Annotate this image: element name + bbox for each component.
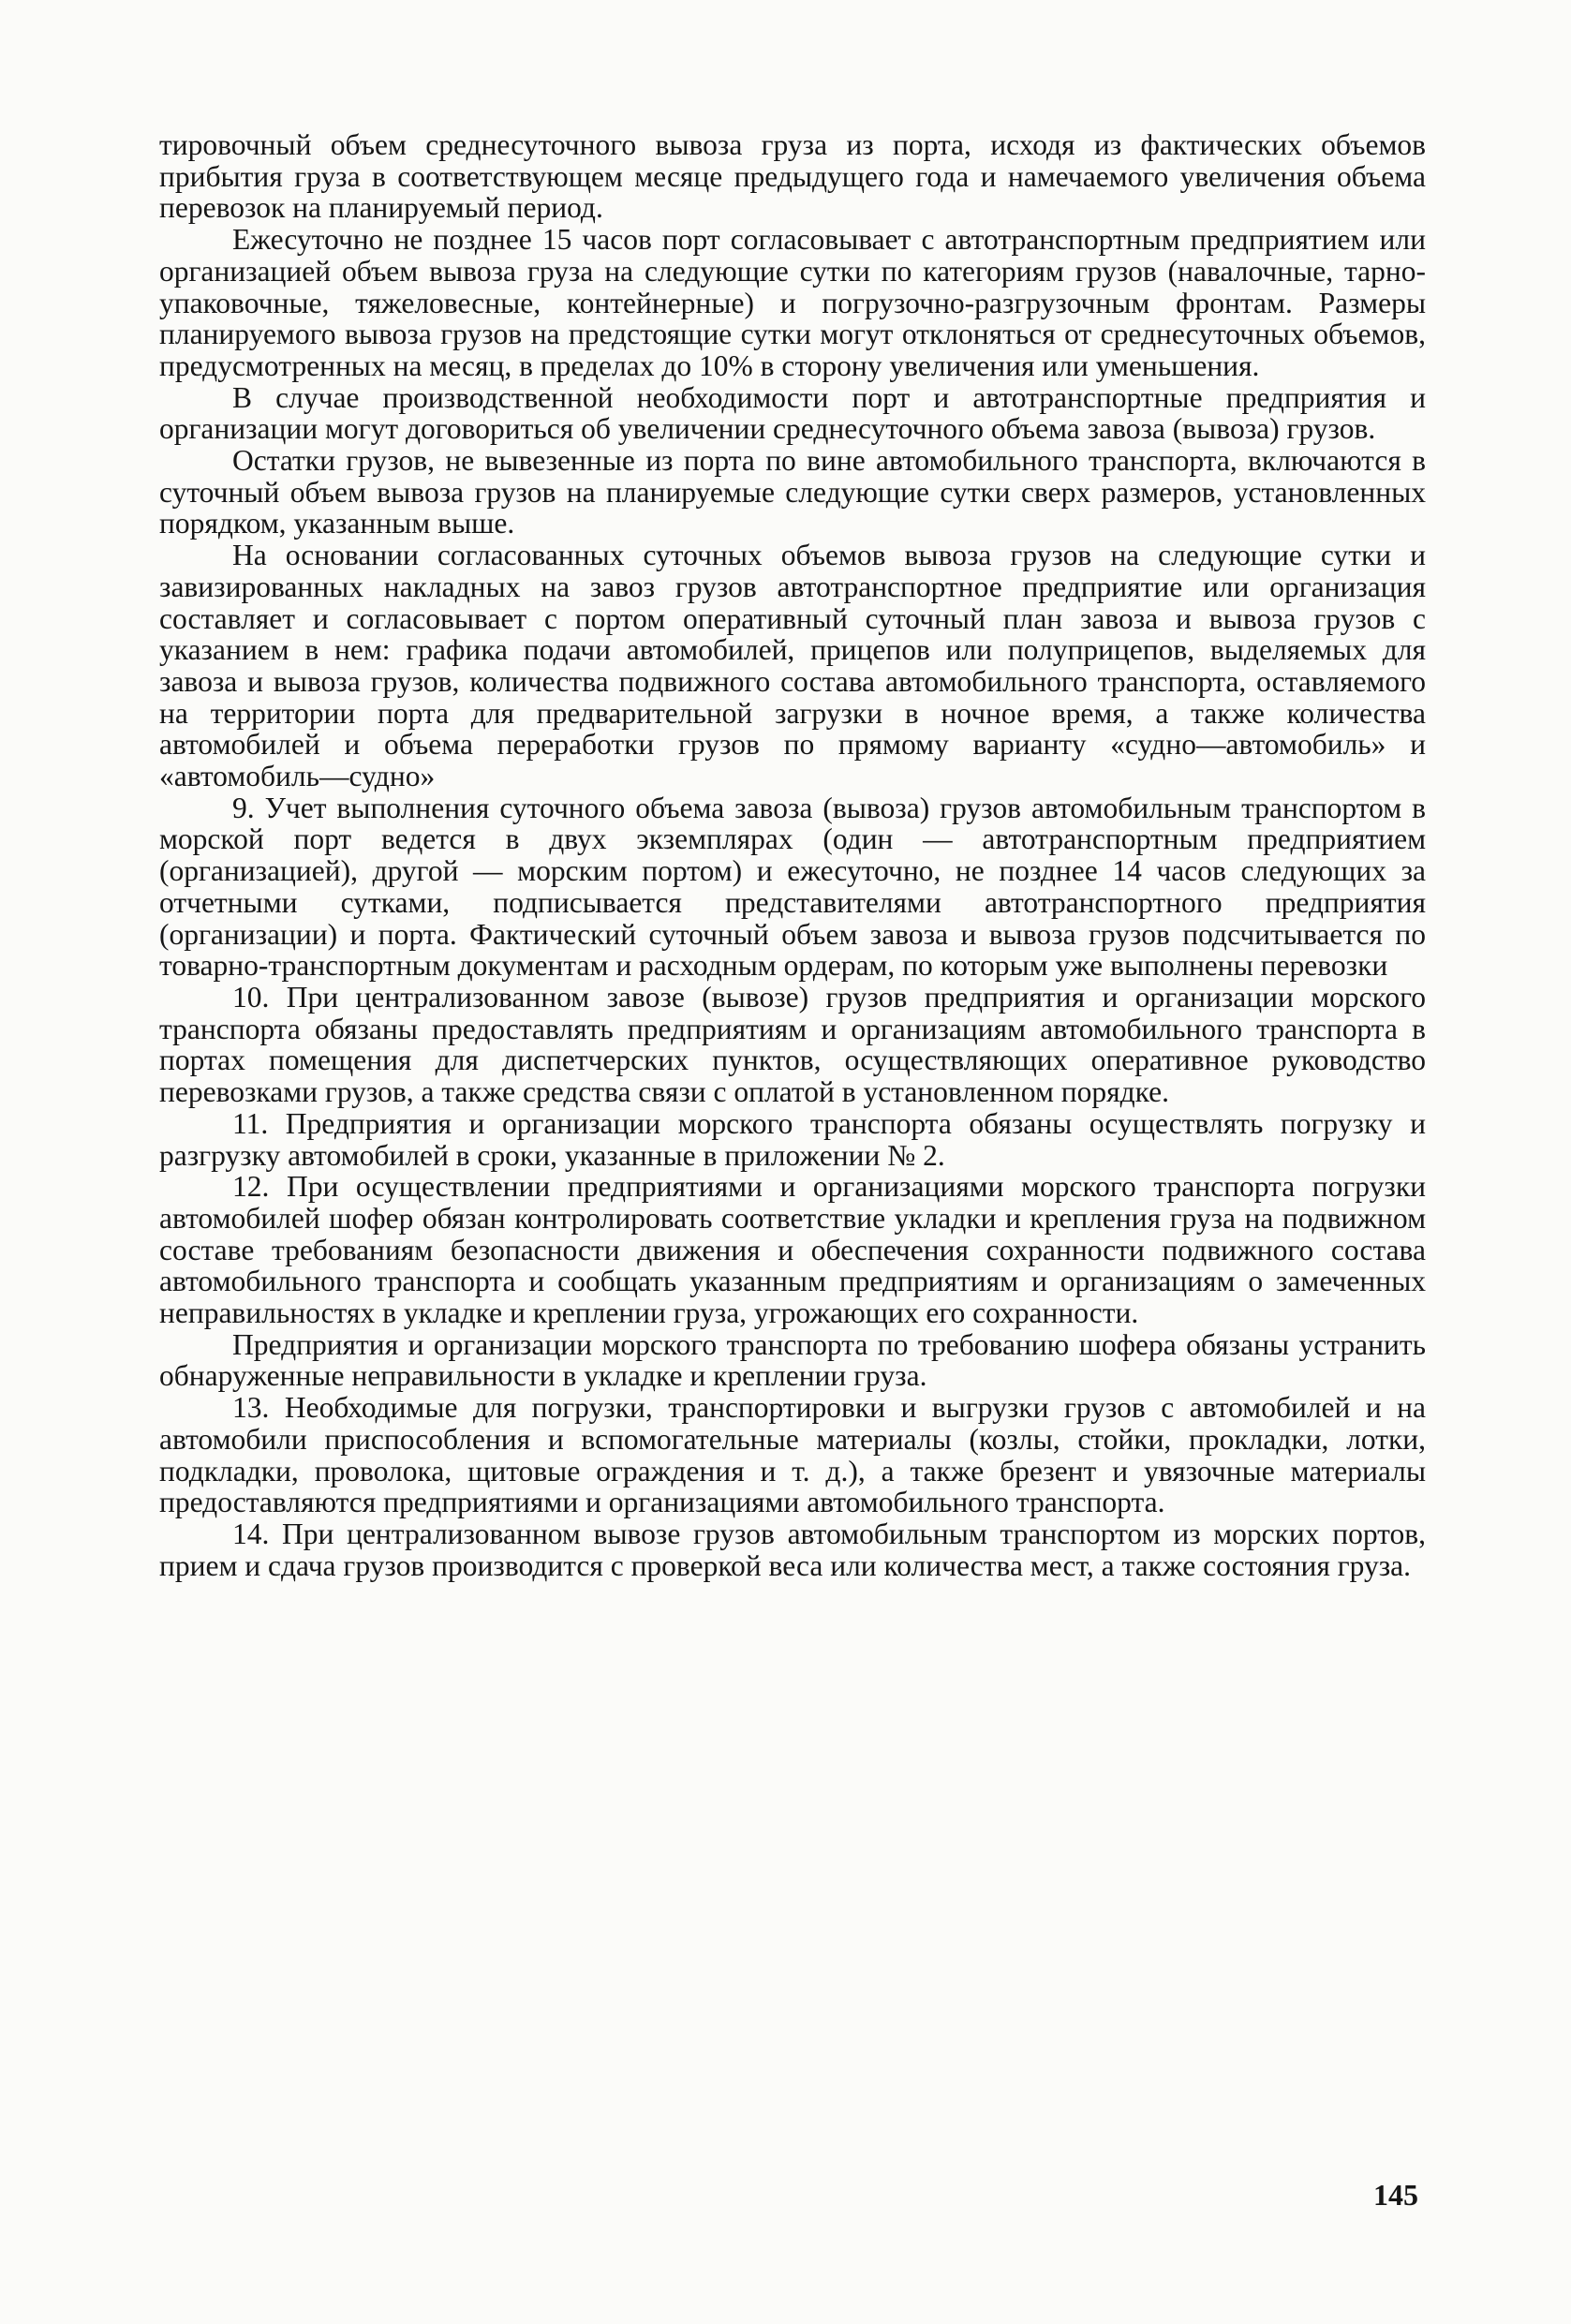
paragraph-item-11: 11. Предприятия и организации морского транспорта обязаны осуществлять погрузку и разгрузку автомобилей в сроки, указанные в приложении № 2. [159, 1106, 1426, 1172]
document-body [159, 129, 1426, 1581]
paragraph-driver-requirement: Предприятия и организации морского транспорта по требованию шофера обязаны устранить обнаруженные неправильности в укладке и креплении груза. [159, 1327, 1426, 1393]
paragraph-item-14: 14. При централизованном вывозе грузов автомобильным транспортом из морских портов, прием и сдача грузов производится с проверкой веса или количества мест, а также состояния груза. [159, 1517, 1426, 1582]
paragraph-item-12: 12. При осуществлении предприятиями и организациями морского транспорта погрузки автомобилей шофер обязан контролировать соответствие укладки и крепления груза на подвижном составе требованиям безопасности движения и обеспечения сохранности подвижного состава автомобильного транспорта и сообщать указанным предприятиям и организациям о замеченных неправильностях в укладке и креплении груза, угрожающих его сохранности. [159, 1170, 1426, 1330]
paragraph-continuation: тировочный объем среднесуточного вывоза груза из порта, исходя из фактических объемов прибытия груза в соответствующем месяце предыдущего года и намечаемого увеличения объема перевозок на планируемый период. [159, 128, 1426, 225]
paragraph-daily-agreement: Ежесуточно не позднее 15 часов порт согласовывает с автотранспортным предприятием или организацией объем вывоза груза на следующие сутки по категориям грузов (навалочные, тарно-упаковочные, тяжеловесные, контейнерные) и погрузочно-разгрузочным фронтам. Размеры планируемого вывоза грузов на предстоящие сутки могут отклоняться от среднесуточных объемов, предусмотренных на месяц, в пределах до 10% в сторону увеличения или уменьшения. [159, 223, 1426, 382]
paragraph-cargo-remainders: Остатки грузов, не вывезенные из порта по вине автомобильного транспорта, включаются в суточный объем вывоза грузов на планируемые следующие сутки сверх размеров, установленных порядком, указанным выше. [159, 444, 1426, 540]
paragraph-production-necessity: В случае производственной необходимости порт и автотранспортные предприятия и организации могут договориться об увеличении среднесуточного объема завоза (вывоза) грузов. [159, 380, 1426, 446]
paragraph-operational-plan: На основании согласованных суточных объемов вывоза грузов на следующие сутки и завизированных накладных на завоз грузов автотранспортное предприятие или организация составляет и согласовывает с портом оперативный суточный план завоза и вывоза грузов с указанием в нем: графика подачи автомобилей, прицепов или полуприцепов, выделяемых для завоза и вывоза грузов, количества подвижного состава автомобильного транспорта, оставляемого на территории порта для предварительной загрузки в ночное время, а также количества автомобилей и объема переработки грузов по прямому варианту «судно—автомобиль» и «автомобиль—судно» [159, 539, 1426, 793]
paragraph-item-9: 9. Учет выполнения суточного объема завоза (вывоза) грузов автомобильным транспортом в морской порт ведется в двух экземплярах (один — автотранспортным предприятием (организацией), другой — морским портом) и ежесуточно, не позднее 14 часов следующих за отчетными сутками, подписывается представителями автотранспортного предприятия (организации) и порта. Фактический суточный объем завоза и вывоза грузов подсчитывается по товарно-транспортным документам и расходным ордерам, по которым уже выполнены перевозки [159, 791, 1426, 983]
paragraph-item-13: 13. Необходимые для погрузки, транспортировки и выгрузки грузов с автомобилей и на автомобили приспособления и вспомогательные материалы (козлы, стойки, прокладки, лотки, подкладки, проволока, щитовые ограждения и т. д.), а также брезент и увязочные материалы предоставляются предприятиями и организациями автомобильного транспорта. [159, 1391, 1426, 1519]
paragraph-item-10: 10. При централизованном завозе (вывозе) грузов предприятия и организации морского транспорта обязаны предоставлять предприятиям и организациям автомобильного транспорта в портах помещения для диспетчерских пунктов, осуществляющих оперативное руководство перевозками грузов, а также средства связи с оплатой в установленном порядке. [159, 980, 1426, 1109]
page-number: 145 [1373, 2178, 1418, 2212]
